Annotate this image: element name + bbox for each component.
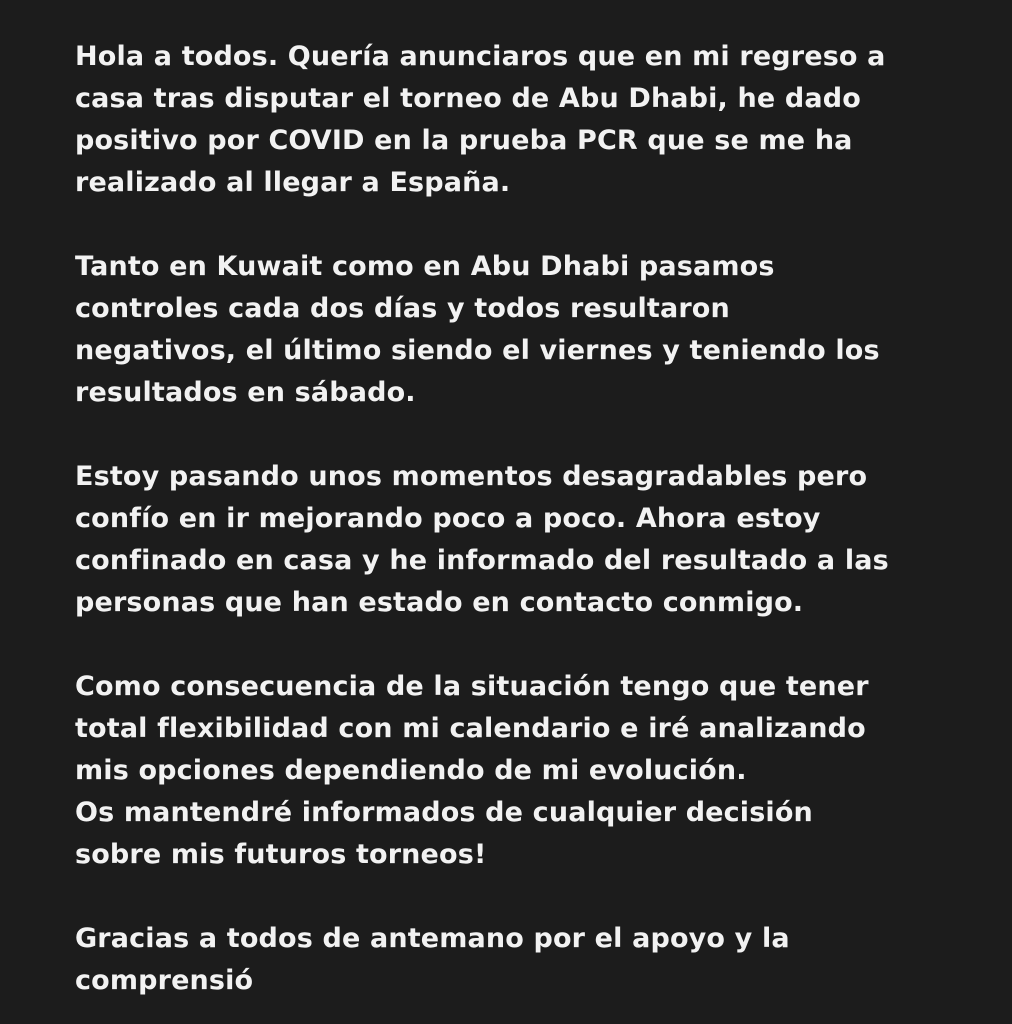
text-line: mis opciones dependiendo de mi evolución. xyxy=(75,755,747,786)
paragraph-controls xyxy=(75,246,972,414)
paragraph-thanks xyxy=(75,918,972,1002)
text-line: confinado en casa y he informado del resultado a las xyxy=(75,545,889,576)
text-line: realizado al llegar a España. xyxy=(75,167,511,198)
text-line: controles cada dos días y todos resultaron xyxy=(75,293,730,324)
paragraph-announcement xyxy=(75,36,972,204)
text-line: Estoy pasando unos momentos desagradables pero xyxy=(75,461,868,492)
text-line: Os mantendré informados de cualquier decisión xyxy=(75,797,813,828)
paragraph-schedule xyxy=(75,666,972,876)
text-line: personas que han estado en contacto conmigo. xyxy=(75,587,804,618)
paragraph-gap xyxy=(75,204,972,246)
text-line: comprensió xyxy=(75,965,254,996)
text-line: positivo por COVID en la prueba PCR que se me ha xyxy=(75,125,853,156)
text-line: casa tras disputar el torneo de Abu Dhabi, he dado xyxy=(75,83,861,114)
text-line: sobre mis futuros torneos! xyxy=(75,839,487,870)
text-line: confío en ir mejorando poco a poco. Ahora estoy xyxy=(75,503,821,534)
text-line: negativos, el último siendo el viernes y teniendo los xyxy=(75,335,880,366)
text-line: resultados en sábado. xyxy=(75,377,416,408)
text-line: Como consecuencia de la situación tengo que tener xyxy=(75,671,869,702)
paragraph-gap xyxy=(75,414,972,456)
paragraph-status xyxy=(75,456,972,624)
text-line: Gracias a todos de antemano por el apoyo y la xyxy=(75,923,790,954)
paragraph-gap xyxy=(75,624,972,666)
paragraph-gap xyxy=(75,876,972,918)
text-line: Tanto en Kuwait como en Abu Dhabi pasamos xyxy=(75,251,775,282)
text-line: Hola a todos. Quería anunciaros que en mi regreso a xyxy=(75,41,886,72)
text-line: total flexibilidad con mi calendario e iré analizando xyxy=(75,713,866,744)
